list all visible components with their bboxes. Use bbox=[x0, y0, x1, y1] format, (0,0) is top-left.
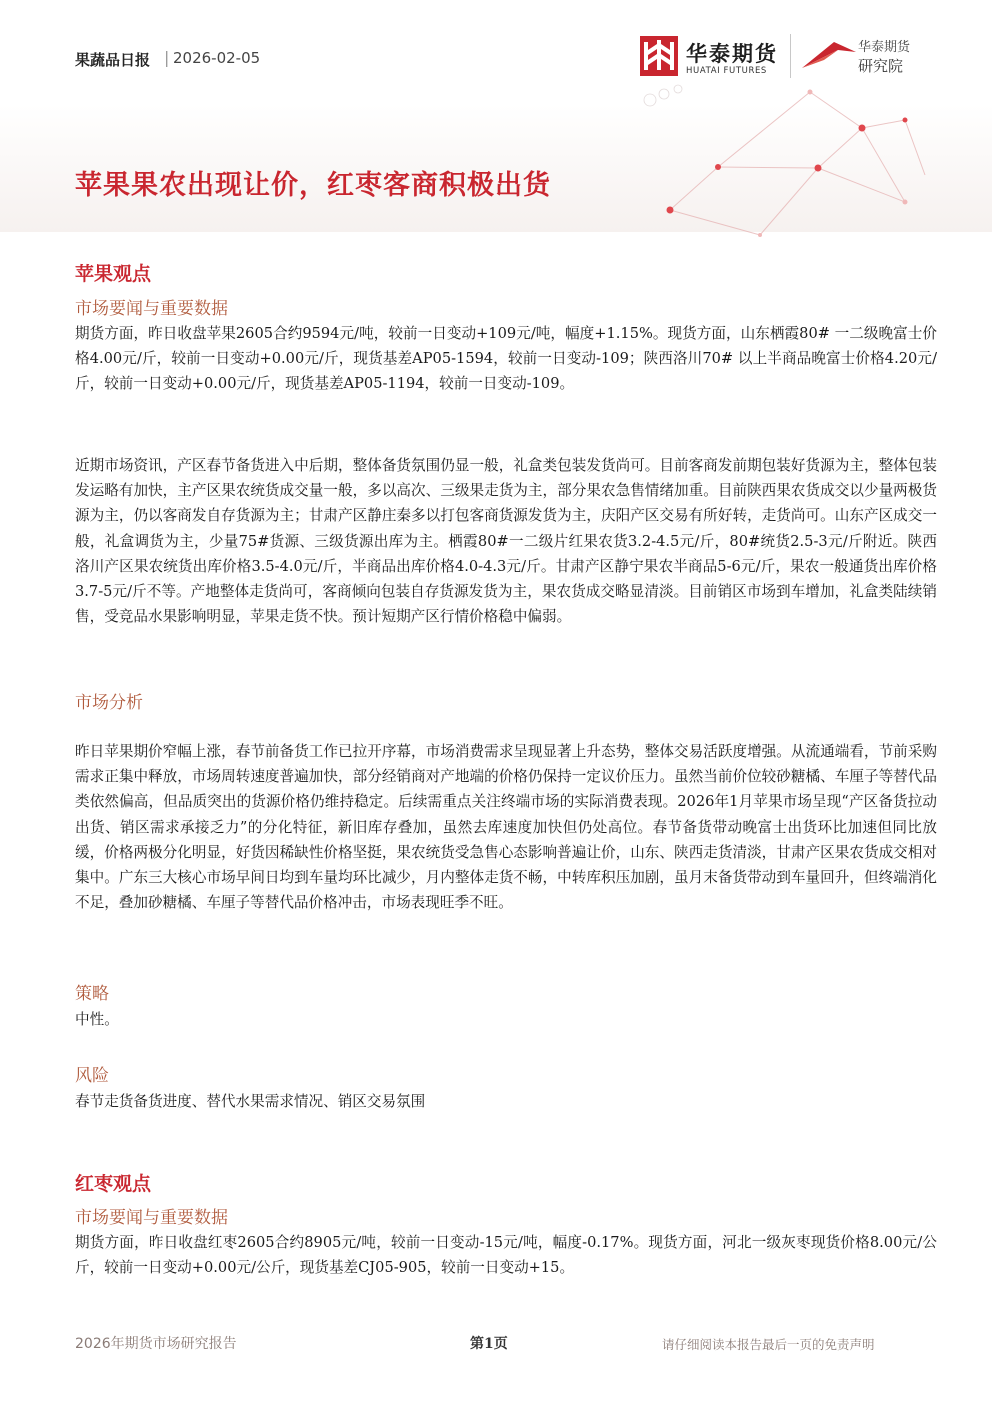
company-name-cn: 华泰期货 bbox=[686, 42, 778, 66]
apple-risk-text: 春节走货备货进度、替代水果需求情况、销区交易氛围 bbox=[75, 1093, 426, 1110]
institute-logo-icon bbox=[798, 38, 858, 72]
company-logo bbox=[640, 34, 920, 82]
apple-risk-heading: 风险 bbox=[75, 1066, 109, 1086]
apple-news-paragraph-2: 近期市场资讯，产区春节备货进入中后期，整体备货氛围仍显一般，礼盒类包装发货尚可。目前客商发前期包装好货源为主，整体包装发运略有加快，主产区果农统货成交量一般，多以高次、三级果走货为主，部分果农急售情绪加重。目前陕西果农货成交以少量两极货源为主，仍以客商发自存货源为主；甘肃产区静庄秦多以打包客商货源发货为主，庆阳产区交易有所好转，走货尚可。山东产区成交一般，礼盒调货为主，少量75#货源、三级货源出库为主。栖霞80#一二级片红果农货3.2-4.5元/斤，80#统货2.5-3元/斤附近。陕西洛川产区果农统货出库价格3.5-4.0元/斤，半商品出库价格4.0-4.3元/斤。甘肃产区静宁果农半商品5-6元/斤，果农一般通货出库价格3.7-5元/斤不等。产地整体走货尚可，客商倾向包装自存货源发货为主，果农货成交略显清淡。目前销区市场到车增加，礼盒类陆续销售，受竞品水果影响明显，苹果走货不快。预计短期产区行情价格稳中偏弱。 bbox=[75, 457, 937, 626]
report-type: 果蔬品日报 bbox=[75, 51, 151, 69]
apple-strategy-text: 中性。 bbox=[75, 1011, 119, 1028]
network-decoration-graphic bbox=[600, 80, 930, 240]
report-header bbox=[0, 0, 992, 240]
jujube-news-heading: 市场要闻与重要数据 bbox=[75, 1208, 228, 1228]
report-title: 苹果果农出现让价，红枣客商积极出货 bbox=[75, 170, 551, 201]
footer-page-number: 第1页 bbox=[470, 1336, 508, 1352]
company-name-en: HUATAI FUTURES bbox=[686, 66, 767, 76]
jujube-news-paragraph-1: 期货方面，昨日收盘红枣2605合约8905元/吨，较前一日变动-15元/吨，幅度-0.17%。现货方面，河北一级灰枣现货价格8.00元/公斤，较前一日变动+0.00元/公斤，现货基差CJ05-905，较前一日变动+15。 bbox=[75, 1234, 937, 1277]
apple-news-paragraph-1: 期货方面，昨日收盘苹果2605合约9594元/吨，较前一日变动+109元/吨，幅度+1.15%。现货方面，山东栖霞80# 一二级晚富士价格4.00元/斤，较前一日变动+0.00元/斤，现货基差AP05-1594，较前一日变动-109；陕西洛川70# 以上半商品晚富士价格4.20元/斤，较前一日变动+0.00元/斤，现货基差AP05-1194，较前一日变动-109。 bbox=[75, 325, 937, 393]
apple-news-heading: 市场要闻与重要数据 bbox=[75, 299, 228, 319]
institute-name-line1: 华泰期货 bbox=[858, 40, 911, 55]
footer-report-name: 2026年期货市场研究报告 bbox=[75, 1336, 237, 1352]
jujube-section-heading: 红枣观点 bbox=[75, 1173, 152, 1195]
logo-divider bbox=[790, 34, 791, 78]
institute-name bbox=[858, 38, 910, 76]
report-date: 2026-02-05 bbox=[173, 49, 261, 67]
header-separator: | bbox=[164, 48, 170, 67]
apple-strategy-heading: 策略 bbox=[75, 984, 109, 1004]
institute-name-line2: 研究院 bbox=[858, 57, 904, 75]
footer-disclaimer-note: 请仔细阅读本报告最后一页的免责声明 bbox=[662, 1337, 875, 1352]
apple-section-heading: 苹果观点 bbox=[75, 263, 152, 285]
apple-analysis-paragraph: 昨日苹果期价窄幅上涨，春节前备货工作已拉开序幕，市场消费需求呈现显著上升态势，整体交易活跃度增强。从流通端看，节前采购需求正集中释放，市场周转速度普遍加快，部分经销商对产地端的价格仍保持一定议价压力。虽然当前价位较砂糖橘、车厘子等替代品类依然偏高，但品质突出的货源价格仍维持稳定。后续需重点关注终端市场的实际消费表现。2026年1月苹果市场呈现“产区备货拉动出货、销区需求承接乏力”的分化特征，新旧库存叠加，虽然去库速度加快但仍处高位。春节备货带动晚富士出货环比加速但同比放缓，价格两极分化明显，好货因稀缺性价格坚挺，果农统货受急售心态影响普遍让价，山东、陕西走货清淡，甘肃产区果农货成交相对集中。广东三大核心市场早间日均到车量均环比减少，月内整体走货不畅，中转库积压加剧，虽月末备货带动到车量回升，但终端消化不足，叠加砂糖橘、车厘子等替代品价格冲击，市场表现旺季不旺。 bbox=[75, 743, 937, 912]
apple-analysis-heading: 市场分析 bbox=[75, 693, 143, 713]
huatai-logo-icon bbox=[640, 36, 678, 76]
